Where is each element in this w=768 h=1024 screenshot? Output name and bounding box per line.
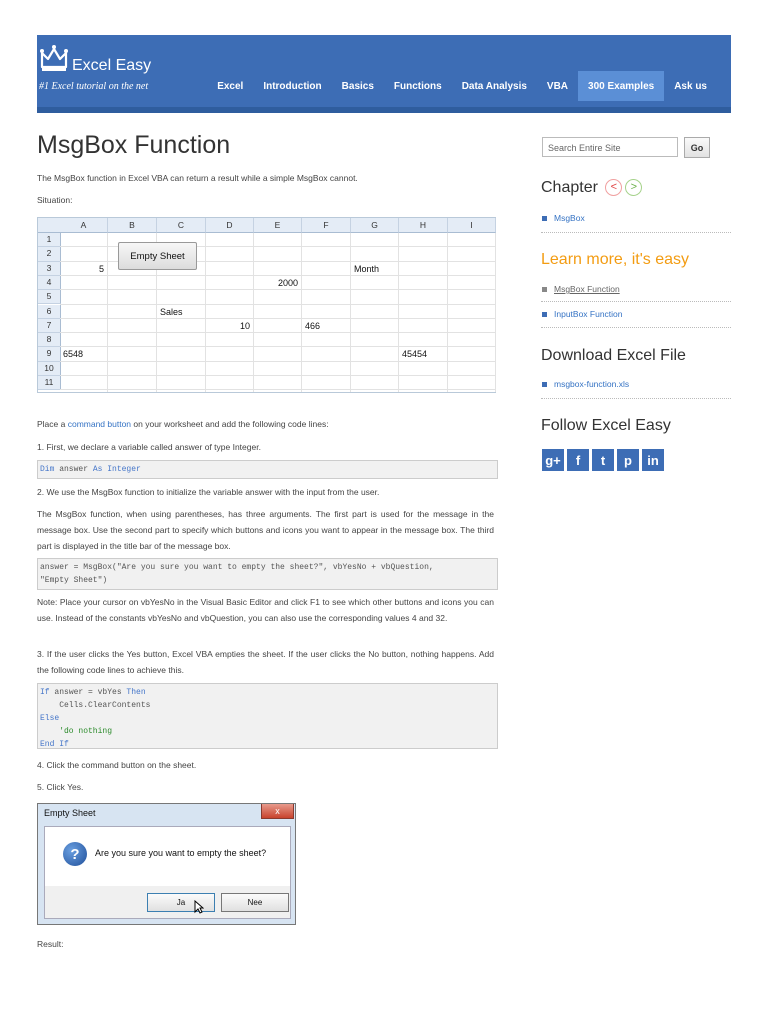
- main-nav: [207, 77, 731, 107]
- yes-button[interactable]: Ja: [147, 893, 215, 912]
- code-keyword: Dim: [40, 465, 55, 474]
- page-title: MsgBox Function: [37, 131, 231, 159]
- arguments-paragraph: The MsgBox function, when using parentheses, has three arguments. The first part is used for the message in the message box. Use the second part to specify which buttons and icons you want to appear in the message box. The third part is displayed in the title bar of the message box.: [37, 509, 494, 551]
- grid-line: [398, 233, 399, 392]
- no-button[interactable]: Nee: [221, 893, 289, 912]
- grid-line: [60, 332, 495, 333]
- grid-line: [350, 233, 351, 392]
- grid-line: [253, 233, 254, 392]
- step-1: 1. First, we declare a variable called answer of type Integer.: [37, 442, 261, 452]
- column-header-e[interactable]: E: [254, 218, 302, 233]
- chapter-title: Chapter: [541, 179, 598, 196]
- nav-excel[interactable]: Excel: [217, 80, 244, 92]
- divider: [541, 327, 731, 328]
- dialog-footer: [44, 886, 291, 919]
- row-header-11[interactable]: 11: [38, 376, 61, 390]
- dialog-message: Are you sure you want to empty the sheet?: [95, 848, 267, 858]
- grid-line: [495, 233, 496, 392]
- bullet-icon: [542, 216, 547, 221]
- nav-vba[interactable]: VBA: [546, 80, 569, 92]
- twitter-icon[interactable]: t: [592, 449, 614, 471]
- select-all-corner[interactable]: [38, 218, 61, 233]
- column-header-h[interactable]: H: [399, 218, 448, 233]
- cell-g3[interactable]: Month: [354, 263, 380, 274]
- grid-line: [60, 375, 495, 376]
- cell-f7[interactable]: 466: [305, 320, 321, 331]
- code-keyword: End If: [40, 740, 69, 749]
- step-3: 3. If the user clicks the Yes button, Excel VBA empties the sheet. If the user clicks the No button, nothing happens. Add the following code lines to achieve this.: [37, 649, 494, 675]
- row-header-10[interactable]: 10: [38, 362, 61, 376]
- grid-line: [60, 304, 495, 305]
- row-header-2[interactable]: 2: [38, 247, 61, 261]
- row-header-8[interactable]: 8: [38, 333, 61, 347]
- nav-data-analysis[interactable]: Data Analysis: [461, 80, 527, 92]
- bullet-icon: [542, 382, 547, 387]
- download-link[interactable]: msgbox-function.xls: [542, 379, 629, 389]
- column-header-d[interactable]: D: [206, 218, 254, 233]
- dialog-body: [44, 826, 291, 888]
- row-header-7[interactable]: 7: [38, 319, 61, 333]
- code-text: answer: [54, 465, 93, 474]
- grid-line: [205, 233, 206, 392]
- next-chapter-icon[interactable]: >: [625, 179, 642, 196]
- chapter-heading: [541, 179, 642, 197]
- go-button[interactable]: Go: [684, 137, 710, 158]
- msgbox-dialog: [37, 803, 296, 925]
- tagline: #1 Excel tutorial on the net: [39, 81, 149, 92]
- column-header-g[interactable]: G: [351, 218, 399, 233]
- dialog-title: Empty Sheet: [44, 808, 96, 818]
- pinterest-icon[interactable]: p: [617, 449, 639, 471]
- divider: [541, 398, 731, 399]
- command-button-link[interactable]: command button: [67, 419, 132, 429]
- note-paragraph: Note: Place your cursor on vbYesNo in the Visual Basic Editor and click F1 to see which other buttons and icons you can use. Instead of the constants vbYesNo and vbQuestion, you can also use the corresponding values 4 and 32.: [37, 597, 494, 623]
- search-input[interactable]: Search Entire Site: [542, 137, 678, 157]
- mouse-cursor-icon: [194, 900, 204, 919]
- empty-sheet-button[interactable]: Empty Sheet: [118, 242, 197, 270]
- header-stripe: [37, 107, 731, 113]
- cell-a3[interactable]: 5: [98, 263, 104, 274]
- divider: [541, 232, 731, 233]
- grid-line: [447, 233, 448, 392]
- code-keyword: Then: [126, 688, 146, 697]
- divider: [541, 301, 731, 302]
- place-post: on your worksheet and add the following code lines:: [131, 419, 329, 429]
- row-header-4[interactable]: 4: [38, 276, 61, 290]
- row-header-6[interactable]: 6: [38, 305, 61, 319]
- situation-label: Situation:: [37, 195, 73, 205]
- nav-300-examples[interactable]: 300 Examples: [578, 71, 664, 101]
- code-block-1: [37, 460, 498, 479]
- column-header-a[interactable]: A: [60, 218, 108, 233]
- code-block-3: [37, 683, 498, 749]
- code-comment: 'do nothing: [40, 727, 113, 736]
- follow-heading: Follow Excel Easy: [541, 417, 671, 434]
- logo-text[interactable]: Excel Easy: [72, 56, 152, 74]
- result-label: Result:: [37, 939, 64, 949]
- cell-c6[interactable]: Sales: [160, 306, 183, 317]
- question-icon: ?: [63, 842, 87, 866]
- facebook-icon[interactable]: f: [567, 449, 589, 471]
- row-header-1[interactable]: 1: [38, 233, 61, 247]
- download-heading: Download Excel File: [541, 347, 686, 364]
- row-header-5[interactable]: 5: [38, 290, 61, 304]
- cell-a9[interactable]: 6548: [63, 349, 84, 360]
- linkedin-icon[interactable]: in: [642, 449, 664, 471]
- grid-line: [60, 389, 495, 390]
- learn-link-msgbox-function[interactable]: MsgBox Function: [542, 284, 620, 294]
- prev-chapter-icon[interactable]: <: [605, 179, 622, 196]
- row-header-3[interactable]: 3: [38, 262, 61, 276]
- column-header-i[interactable]: I: [448, 218, 496, 233]
- bullet-icon: [542, 287, 547, 292]
- code-keyword: If: [40, 688, 50, 697]
- nav-ask-us[interactable]: Ask us: [674, 80, 707, 92]
- code-keyword: As Integer: [92, 465, 141, 474]
- grid-line: [301, 233, 302, 392]
- site-header: [37, 35, 731, 107]
- cell-e4[interactable]: 2000: [277, 277, 298, 288]
- nav-functions[interactable]: Functions: [393, 80, 442, 92]
- column-header-f[interactable]: F: [302, 218, 351, 233]
- step-2: 2. We use the MsgBox function to initialize the variable answer with the input from the user.: [37, 487, 380, 497]
- code-keyword: Else: [40, 714, 60, 723]
- cell-h9[interactable]: 45454: [402, 349, 428, 360]
- bullet-icon: [542, 312, 547, 317]
- place-button-text: [37, 416, 494, 432]
- grid-line: [60, 318, 495, 319]
- learn-more-heading: Learn more, it's easy: [541, 251, 690, 268]
- column-header-b[interactable]: B: [108, 218, 157, 233]
- cell-d7[interactable]: 10: [239, 320, 250, 331]
- logo[interactable]: [39, 43, 151, 78]
- step-5: 5. Click Yes.: [37, 782, 84, 792]
- nav-basics[interactable]: Basics: [341, 80, 374, 92]
- chapter-link-msgbox[interactable]: MsgBox: [542, 213, 585, 223]
- google-plus-icon[interactable]: g+: [542, 449, 564, 471]
- step-4: 4. Click the command button on the sheet.: [37, 760, 197, 770]
- code-text: Cells.ClearContents: [40, 701, 151, 710]
- intro-text: The MsgBox function in Excel VBA can return a result while a simple MsgBox cannot.: [37, 173, 358, 183]
- grid-line: [107, 233, 108, 392]
- learn-link-inputbox-function[interactable]: InputBox Function: [542, 309, 623, 319]
- nav-introduction[interactable]: Introduction: [263, 80, 322, 92]
- column-header-c[interactable]: C: [157, 218, 206, 233]
- crown-icon: [39, 43, 69, 78]
- place-pre: Place a: [37, 419, 68, 429]
- code-text: answer = vbYes: [49, 688, 127, 697]
- spreadsheet-screenshot: [37, 217, 496, 393]
- row-header-9[interactable]: 9: [38, 347, 61, 361]
- code-block-2: answer = MsgBox("Are you sure you want to empty the sheet?", vbYesNo + vbQuestion, "Empty Sheet"): [37, 558, 498, 590]
- dialog-close-button[interactable]: x: [261, 804, 294, 819]
